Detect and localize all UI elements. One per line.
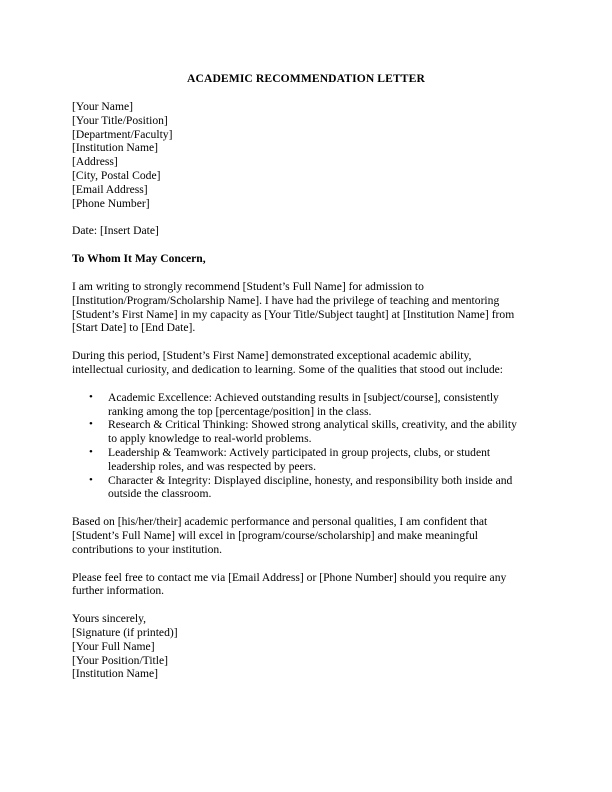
- closing-signature: [Signature (if printed)]: [72, 625, 178, 639]
- list-item-line: Research & Critical Thinking: Showed strong analytical skills, creativity, and the ability: [108, 418, 517, 432]
- bullet-icon: •: [89, 390, 93, 403]
- list-item: [72, 418, 542, 446]
- bullet-icon: •: [89, 418, 93, 431]
- sender-name: [Your Name]: [72, 100, 133, 113]
- list-item-line: leadership roles, and was respected by peers.: [108, 459, 316, 473]
- sender-phone: [Phone Number]: [72, 196, 150, 210]
- list-item-line: outside the classroom.: [108, 487, 212, 501]
- closing-phrase: Yours sincerely,: [72, 612, 147, 626]
- paragraph-intro: [72, 280, 542, 335]
- bullet-icon: •: [89, 473, 93, 486]
- list-item-line: Academic Excellence: Achieved outstanding results in [subject/course], consistently: [108, 390, 499, 404]
- sender-email: [Email Address]: [72, 182, 148, 196]
- qualities-list: [72, 391, 542, 501]
- closing-institution: [Institution Name]: [72, 667, 158, 681]
- list-item-line: to apply knowledge to real-world problems.: [108, 432, 312, 446]
- list-item: [72, 391, 542, 419]
- letter-date: Date: [Insert Date]: [72, 224, 159, 238]
- closing-full-name: [Your Full Name]: [72, 639, 155, 653]
- sender-title: [Your Title/Position]: [72, 113, 168, 127]
- list-item-line: Character & Integrity: Displayed discipline, honesty, and responsibility both inside and: [108, 473, 513, 487]
- paragraph-line: intellectual curiosity, and dedication to learning. Some of the qualities that stood out include:: [72, 362, 504, 376]
- paragraph-line: further information.: [72, 584, 165, 598]
- sender-department: [Department/Faculty]: [72, 127, 173, 141]
- closing-block: [72, 612, 542, 681]
- bullet-icon: •: [89, 445, 93, 458]
- paragraph-line: contributions to your institution.: [72, 542, 223, 556]
- salutation: To Whom It May Concern,: [72, 252, 206, 266]
- list-item-line: ranking among the top [percentage/position] in the class.: [108, 404, 372, 418]
- sender-block: [72, 100, 542, 210]
- paragraph-line: [Institution/Program/Scholarship Name]. I have had the privilege of teaching and mentoring: [72, 293, 500, 307]
- list-item: [72, 446, 542, 474]
- paragraph-line: [Student’s Full Name] will excel in [program/course/scholarship] and make meaningful: [72, 528, 478, 542]
- paragraph-line: [Student’s First Name] in my capacity as [Your Title/Subject taught] at [Institution Name] from: [72, 307, 515, 321]
- paragraph-line: Based on [his/her/their] academic performance and personal qualities, I am confident that: [72, 515, 488, 529]
- paragraph-contact: [72, 571, 542, 599]
- paragraph-line: [Start Date] to [End Date].: [72, 321, 196, 335]
- letter-body: [72, 100, 542, 681]
- sender-city: [City, Postal Code]: [72, 168, 161, 182]
- list-item-line: Leadership & Teamwork: Actively participated in group projects, clubs, or student: [108, 445, 491, 459]
- sender-institution: [Institution Name]: [72, 141, 158, 155]
- list-item: [72, 474, 542, 502]
- paragraph-line: Please feel free to contact me via [Email Address] or [Phone Number] should you require any: [72, 570, 507, 584]
- sender-address: [Address]: [72, 155, 118, 169]
- paragraph-line: During this period, [Student’s First Name] demonstrated exceptional academic ability,: [72, 349, 472, 363]
- letter-title: ACADEMIC RECOMMENDATION LETTER: [187, 72, 425, 85]
- paragraph-qualities: [72, 349, 542, 377]
- closing-position: [Your Position/Title]: [72, 653, 169, 667]
- paragraph-line: I am writing to strongly recommend [Student’s Full Name] for admission to: [72, 279, 424, 293]
- paragraph-confidence: [72, 515, 542, 556]
